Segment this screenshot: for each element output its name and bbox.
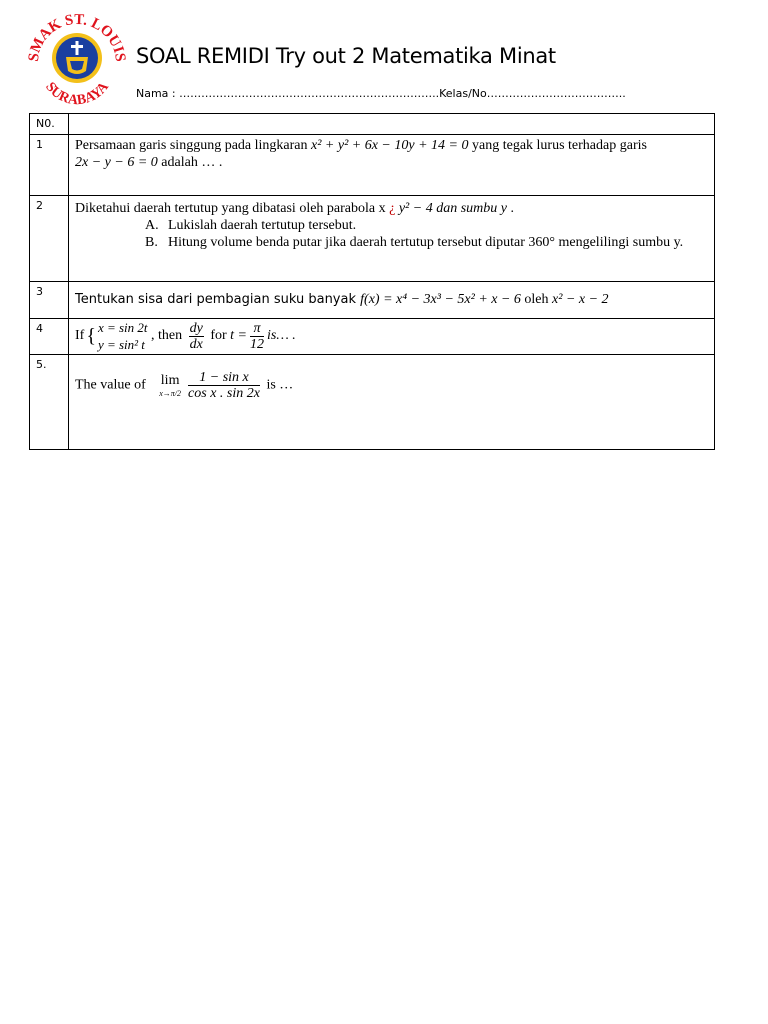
- header-question: [69, 114, 715, 135]
- question-number: 4: [30, 319, 69, 355]
- question-row-3: [30, 282, 715, 319]
- list-item: B. Hitung volume benda putar jika daerah tertutup tersebut diputar 360° mengelilingi sumbu y.: [145, 235, 684, 250]
- q1-line-equation: 2x − y − 6 = 0: [75, 155, 158, 170]
- q5-limit: lim x→π/2: [159, 372, 182, 398]
- q2-sub-list: [75, 217, 708, 251]
- q3-text-a: Tentukan sisa dari pembagian suku banyak: [75, 292, 361, 307]
- q4-system: [98, 319, 148, 353]
- q3-text-b: oleh: [520, 292, 553, 307]
- q2-red-char: ¿: [389, 201, 396, 216]
- question-text-5: [69, 355, 715, 450]
- question-number: 1: [30, 135, 69, 196]
- q3-divisor: x² − x − 2: [552, 292, 609, 307]
- school-logo: [26, 11, 128, 105]
- question-number: 5.: [30, 355, 69, 450]
- q2-text-a: Diketahui daerah tertutup yang dibatasi oleh parabola x: [75, 201, 390, 216]
- question-row-1: [30, 135, 715, 196]
- question-text-3: [69, 282, 715, 319]
- question-text-4: [69, 319, 715, 355]
- question-number: 3: [30, 282, 69, 319]
- question-row-5: [30, 355, 715, 450]
- q4-tail: is… .: [267, 328, 296, 344]
- shield-icon: [52, 33, 102, 83]
- q5-fraction: $\frac{\text{1 − sin x}}{\text{cos x . sin 2x}}$: [188, 370, 260, 401]
- q4-derivative-fraction: $\frac{dy}{dx}$: [189, 320, 203, 352]
- q4-eq-y: y = sin² t: [97, 337, 145, 352]
- logo-bottom-text: SURABAYA: [42, 79, 112, 105]
- q4-then: , then: [147, 328, 186, 344]
- question-row-4: [30, 319, 715, 355]
- q1-text-c: adalah … .: [157, 155, 223, 170]
- q1-text-b: yang tegak lurus terhadap garis: [468, 138, 647, 153]
- header-no: N0.: [30, 114, 69, 135]
- name-class-line: Nama : ……………………………………………………………..Kelas/No………………………………..: [136, 87, 626, 100]
- question-text-1: [69, 135, 715, 196]
- q1-circle-equation: x² + y² + 6x − 10y + 14 = 0: [311, 138, 469, 153]
- q1-text-a: Persamaan garis singgung pada lingkaran: [75, 138, 311, 153]
- q5-text-b: is …: [266, 377, 294, 393]
- page-title: SOAL REMIDI Try out 2 Matematika Minat: [136, 44, 556, 68]
- brace-icon: {: [86, 324, 96, 347]
- q2-parabola-equation: y² − 4 dan sumbu y: [395, 201, 507, 216]
- question-text-2: [69, 196, 715, 282]
- q5-text-a: The value of: [75, 377, 150, 393]
- q3-polynomial: f(x) = x⁴ − 3x³ − 5x² + x − 6: [360, 292, 521, 307]
- question-number: 2: [30, 196, 69, 282]
- q4-pi-fraction: $\frac{\pi}{12}$: [250, 320, 265, 352]
- q4-for: for: [210, 328, 227, 344]
- list-item: A. Lukislah daerah tertutup tersebut.: [145, 218, 357, 233]
- q4-eq-x: x = sin 2t: [97, 320, 148, 335]
- question-table: [29, 113, 715, 450]
- table-header-row: [30, 114, 715, 135]
- q4-t-eq: t =: [230, 328, 248, 344]
- q2-text-b: .: [506, 201, 514, 216]
- q4-if: If: [75, 328, 85, 344]
- logo-top-text: SMAK ST. LOUIS: [26, 11, 128, 63]
- question-row-2: [30, 196, 715, 282]
